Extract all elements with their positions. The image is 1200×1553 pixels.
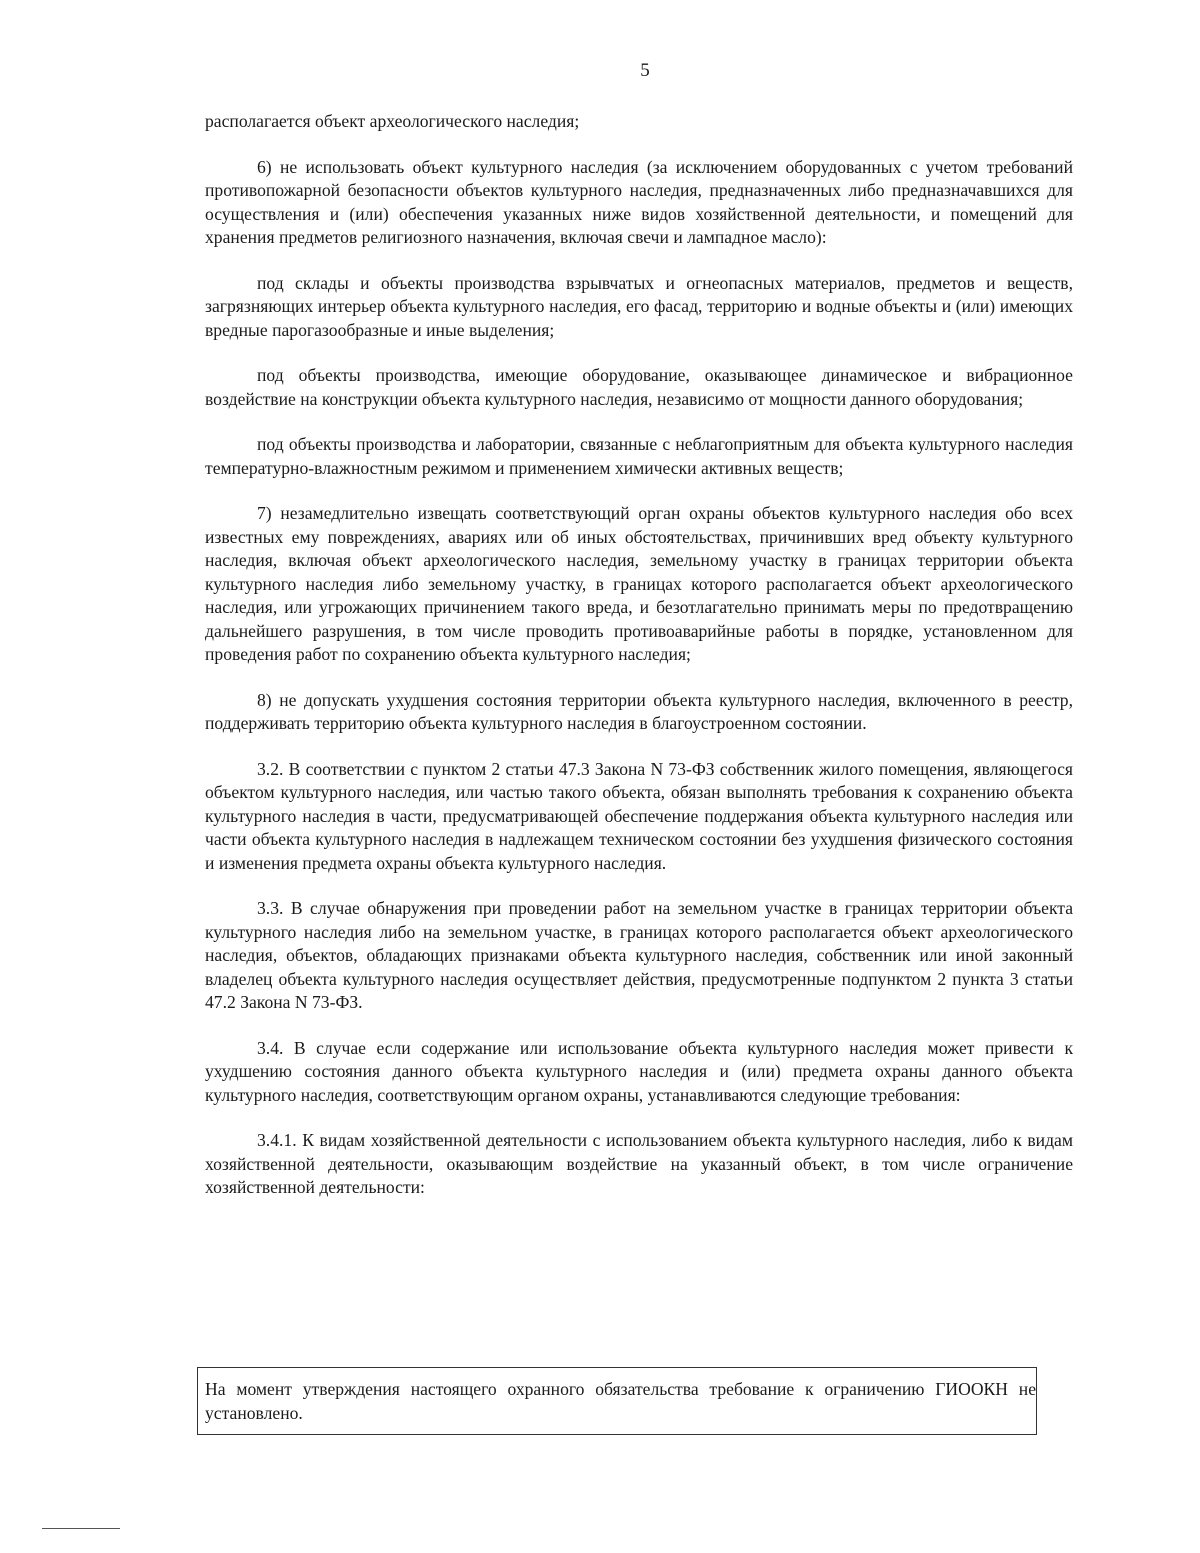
paragraph-continuation: располагается объект археологического наследия; (205, 111, 580, 131)
paragraph-laboratories: под объекты производства и лаборатории, связанные с неблагоприятным для объекта культурного наследия температурно-влажностным режимом и применением химически активных веществ; (205, 434, 1073, 478)
document-body (205, 110, 1073, 1200)
paragraph-vibration: под объекты производства, имеющие оборудование, оказывающее динамическое и вибрационное воздействие на конструкции объекта культурного наследия, независимо от мощности данного оборудования; (205, 365, 1073, 409)
page-number: 5 (640, 60, 650, 81)
paragraph-3-2: 3.2. В соответствии с пунктом 2 статьи 47.3 Закона N 73-ФЗ собственник жилого помещения, являющегося объектом культурного наследия, или частью такого объекта, обязан выполнять требования к сохранению объекта культурного наследия в части, предусматривающей обеспечение поддержания объекта культурного наследия или части объекта культурного наследия в надлежащем техническом состоянии без ухудшения физического состояния и изменения предмета охраны объекта культурного наследия. (205, 758, 1073, 873)
footer-rule (42, 1528, 120, 1529)
paragraph-item-6: 6) не использовать объект культурного наследия (за исключением оборудованных с учетом требований противопожарной безопасности объектов культурного наследия, предназначенных либо предназначавшихся для осуществления и (или) обеспечения указанных ниже видов хозяйственной деятельности, и помещений для хранения предметов религиозного назначения, включая свечи и лампадное масло): (205, 156, 1073, 247)
paragraph-item-7: 7) незамедлительно извещать соответствующий орган охраны объектов культурного наследия обо всех известных ему повреждениях, авариях или об иных обстоятельствах, причинивших вред объекту культурного наследия, включая объект археологического наследия, земельному участку в границах территории объекта культурного наследия либо земельному участку, в границах которого располагается объект археологического наследия, или угрожающих причинением такого вреда, и безотлагательно принимать меры по предотвращению дальнейшего разрушения, в том числе проводить противоаварийные работы в порядке, установленном для проведения работ по сохранению объекта культурного наследия; (205, 503, 1073, 664)
paragraph-3-3: 3.3. В случае обнаружения при проведении работ на земельном участке в границах территории объекта культурного наследия либо на земельном участке, в границах которого располагается объект археологического наследия, объектов, обладающих признаками объекта культурного наследия, собственник или иной законный владелец объекта культурного наследия осуществляет действия, предусмотренные подпунктом 2 пункта 3 статьи 47.2 Закона N 73-ФЗ. (205, 898, 1073, 1012)
paragraph-item-8: 8) не допускать ухудшения состояния территории объекта культурного наследия, включенного в реестр, поддерживать территорию объекта культурного наследия в благоустроенном состоянии. (205, 689, 1073, 733)
paragraph-3-4: 3.4. В случае если содержание или использование объекта культурного наследия может привести к ухудшению состояния данного объекта культурного наследия и (или) предмета охраны данного объекта культурного наследия, соответствующим органом охраны, устанавливаются следующие требования: (205, 1037, 1073, 1105)
restriction-note-box: На момент утверждения настоящего охранного обязательства требование к ограничению ГИООКН не установлено. (197, 1367, 1037, 1435)
paragraph-warehouses: под склады и объекты производства взрывчатых и огнеопасных материалов, предметов и веществ, загрязняющих интерьер объекта культурного наследия, его фасад, территорию и водные объекты и (или) имеющих вредные парогазообразные и иные выделения; (205, 272, 1073, 340)
paragraph-3-4-1: 3.4.1. К видам хозяйственной деятельности с использованием объекта культурного наследия, либо к видам хозяйственной деятельности, оказывающим воздействие на указанный объект, в том числе ограничение хозяйственной деятельности: (205, 1130, 1073, 1197)
